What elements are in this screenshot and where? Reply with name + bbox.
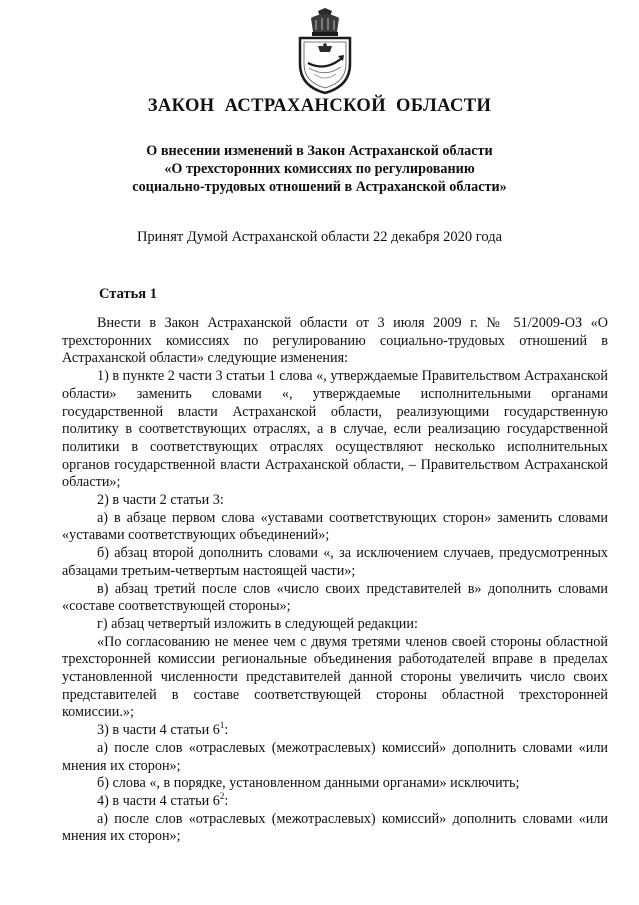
superscript: 2 <box>219 790 225 801</box>
subtitle-line: «О трехсторонних комиссиях по регулированию <box>164 161 475 177</box>
paragraph: б) абзац второй дополнить словами «, за исключением случаев, предусмотренных абзацами третьим-четвертым настоящей части»; <box>62 545 608 579</box>
item-text: 4) в части 4 статьи 6 <box>97 792 220 809</box>
paragraph: б) слова «, в порядке, установленном данными органами» исключить; <box>97 775 520 792</box>
paragraph <box>62 790 608 811</box>
paragraph: г) абзац четвертый изложить в следующей редакции: <box>97 615 418 632</box>
article-heading: Статья 1 <box>99 286 157 302</box>
paragraph: а) после слов «отраслевых (межотраслевых) комиссий» дополнить словами «или мнения их сторон»; <box>62 810 608 845</box>
article-body <box>62 315 608 846</box>
law-title: ЗАКОН АСТРАХАНСКОЙ ОБЛАСТИ <box>147 96 492 116</box>
paragraph: «По согласованию не менее чем с двумя третями членов своей стороны областной трехсторонней комиссии региональные объединения работодателей вправе в пределах установленной численности представителей данной стороны увеличить число своих представителей в составе соответствующей стороны областной трехсторонней комиссии.»; <box>62 633 608 721</box>
item-colon: : <box>224 722 229 739</box>
law-subtitle <box>80 142 559 196</box>
subtitle-line: О внесении изменений в Закон Астраханской области <box>146 143 493 159</box>
coat-of-arms-icon <box>294 8 356 94</box>
paragraph <box>62 722 608 740</box>
item-colon: : <box>224 792 229 809</box>
paragraph: в) абзац третий после слов «число своих представителей в» дополнить словами «составе соответствующей стороны»; <box>62 580 608 615</box>
item-text: 3) в части 4 статьи 6 <box>97 722 220 739</box>
paragraph: а) после слов «отраслевых (межотраслевых) комиссий» дополнить словами «или мнения их сторон»; <box>62 739 608 774</box>
paragraph: Внести в Закон Астраханской области от 3 июля 2009 г. № 51/2009-ОЗ «О трехсторонних комиссиях по регулированию социально-трудовых отношений в Астраханской области» следующие изменения: <box>62 315 608 367</box>
superscript: 1 <box>219 720 225 731</box>
adoption-line: Принят Думой Астраханской области 22 декабря 2020 года <box>136 229 503 245</box>
paragraph: 2) в части 2 статьи 3: <box>97 492 224 509</box>
paragraph: 1) в пункте 2 части 3 статьи 1 слова «, утверждаемые Правительством Астраханской области» заменить словами «, утверждаемые исполнительными органами государственной власти Астраханской области, реализующими государственную политику в соответствующих отраслях, а в случае, если реализацию государственной политики в соответствующих отраслях осуществляют несколько исполнительных органов государственной власти Астраханской области, – Правительством Астраханской области»; <box>62 368 608 491</box>
subtitle-line: социально-трудовых отношений в Астраханской области» <box>132 179 507 195</box>
paragraph: а) в абзаце первом слова «уставами соответствующих сторон» заменить словами «уставами соответствующих объединений»; <box>62 509 608 544</box>
